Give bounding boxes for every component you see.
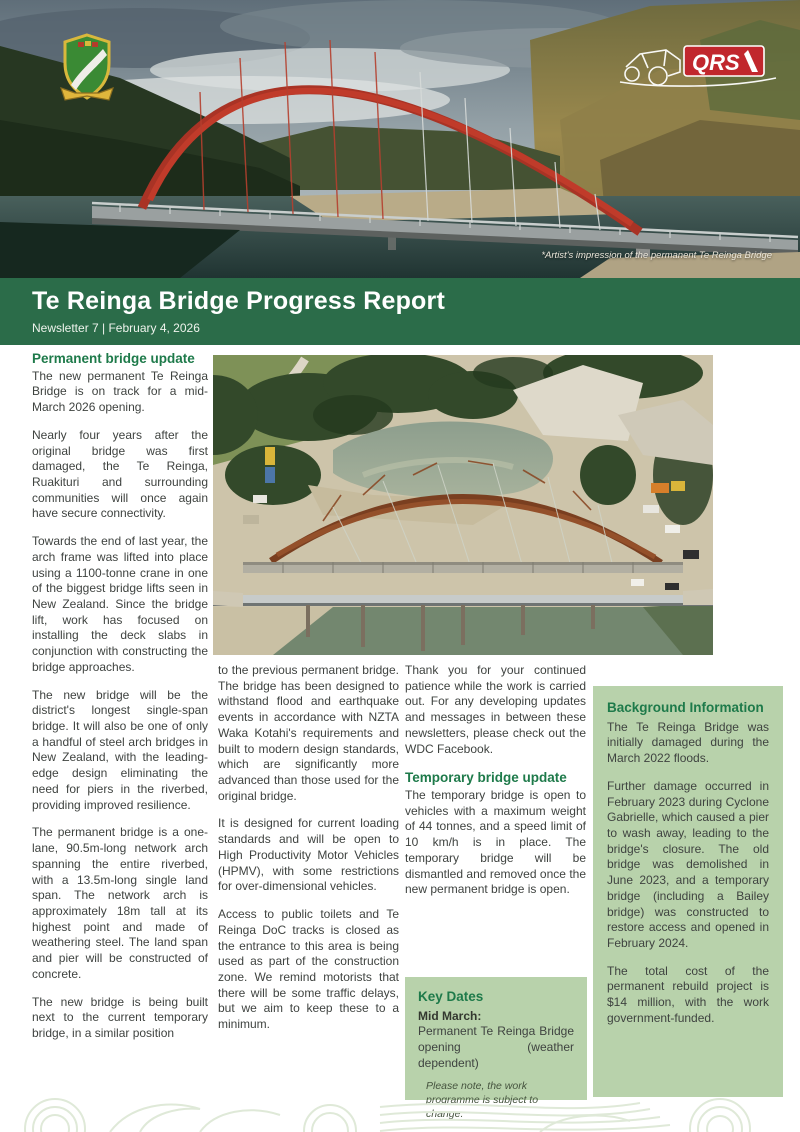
paragraph: Thank you for your continued patience while the work is carried out. For any developing updates and messages in between these newsletters, please check out the WDC Facebook. <box>405 663 586 756</box>
qrs-logo-text: QRS <box>692 50 740 75</box>
koru-pattern-footer <box>0 1095 800 1132</box>
paragraph: The new bridge is being built next to the current temporary bridge, in a similar position <box>32 994 208 1040</box>
page-title: Te Reinga Bridge Progress Report <box>32 287 445 315</box>
paragraph: Nearly four years after the original bridge was first damaged, the Te Reinga, Ruakituri and surrounding communities will once again have secure connectivity. <box>32 427 208 521</box>
column-3 <box>405 663 586 910</box>
paragraph: It is designed for current loading standards and will be open to High Productivity Motor Vehicles (HPMV), with some restrictions for over-dimensional vehicles. <box>218 816 399 894</box>
hero-caption: *Artist's impression of the permanent Te Reinga Bridge <box>541 250 772 261</box>
paragraph: The permanent bridge is a one-lane, 90.5m-long network arch spanning the entire riverbed, with a 13.5m-long single land span. The network arch is approximately 18m tall at its highest point and made of weathering steel. The land span and pier will be constructed of concrete. <box>32 825 208 981</box>
hero-image <box>0 0 800 278</box>
column-2 <box>218 663 399 1045</box>
council-crest-logo <box>58 30 116 108</box>
qrs-logo <box>618 34 778 92</box>
key-dates-box <box>405 977 587 1120</box>
paragraph: to the previous permanent bridge. The bridge has been designed to withstand flood and earthquake events in accordance with NZTA Waka Kotahi's requirements and built to modern design standards, which are significantly more advanced than those used for the original bridge. <box>218 663 399 803</box>
temporary-update-heading: Temporary bridge update <box>405 770 567 786</box>
column-1 <box>32 350 208 1054</box>
newsletter-meta: Newsletter 7 | February 4, 2026 <box>32 320 200 335</box>
paragraph: The temporary bridge is open to vehicles with a maximum weight of 44 tonnes, and a speed limit of 10 km/h is in place. The temporary bridge will be dismantled and removed once the new permanent bridge is open. <box>405 787 586 897</box>
paragraph: Access to public toilets and Te Reinga DoC tracks is closed as the entrance to this area is being used as part of the construction zone. We remind motorists that there will be some traffic delays, but we aim to keep these to a minimum. <box>218 907 399 1032</box>
key-date-event: Permanent Te Reinga Bridge opening (weather dependent) <box>418 1024 574 1070</box>
paragraph: Further damage occurred in February 2023 during Cyclone Gabrielle, which caused a pier to wash away, leading to the bridge's closure. The old bridge was demolished in June 2023, and a temporary bridge (including a Bailey bridge) was constructed to restore access and opened in February 2024. <box>607 778 769 951</box>
background-info-box <box>593 686 783 1097</box>
key-date-label: Mid March: <box>418 1008 482 1023</box>
paragraph: The total cost of the permanent rebuild project is $14 million, with the work government-funded. <box>607 963 769 1025</box>
key-dates-heading: Key Dates <box>418 989 484 1004</box>
paragraph: The Te Reinga Bridge was initially damaged during the March 2022 floods. <box>607 719 769 766</box>
permanent-update-heading: Permanent bridge update <box>32 351 195 366</box>
title-banner <box>0 278 800 345</box>
construction-aerial-photo <box>213 355 713 655</box>
paragraph: The new bridge will be the district's longest single-span bridge. It will also be one of only a handful of steel arch bridges in New Zealand, with the leading-edge design eliminating the need for piers in the riverbed, providing improved resilience. <box>32 687 208 812</box>
key-dates-note: Please note, the work programme is subject to change. <box>426 1079 539 1120</box>
paragraph: The new permanent Te Reinga Bridge is on track for a mid-March 2026 opening. <box>32 368 208 415</box>
background-heading: Background Information <box>607 700 764 715</box>
paragraph: Towards the end of last year, the arch frame was lifted into place using a 1100-tonne crane in one of the biggest bridge lifts seen in New Zealand. Since the bridge lift, work has focused on installing the deck slabs in conjunction with constructing the bridge approaches. <box>32 534 208 674</box>
